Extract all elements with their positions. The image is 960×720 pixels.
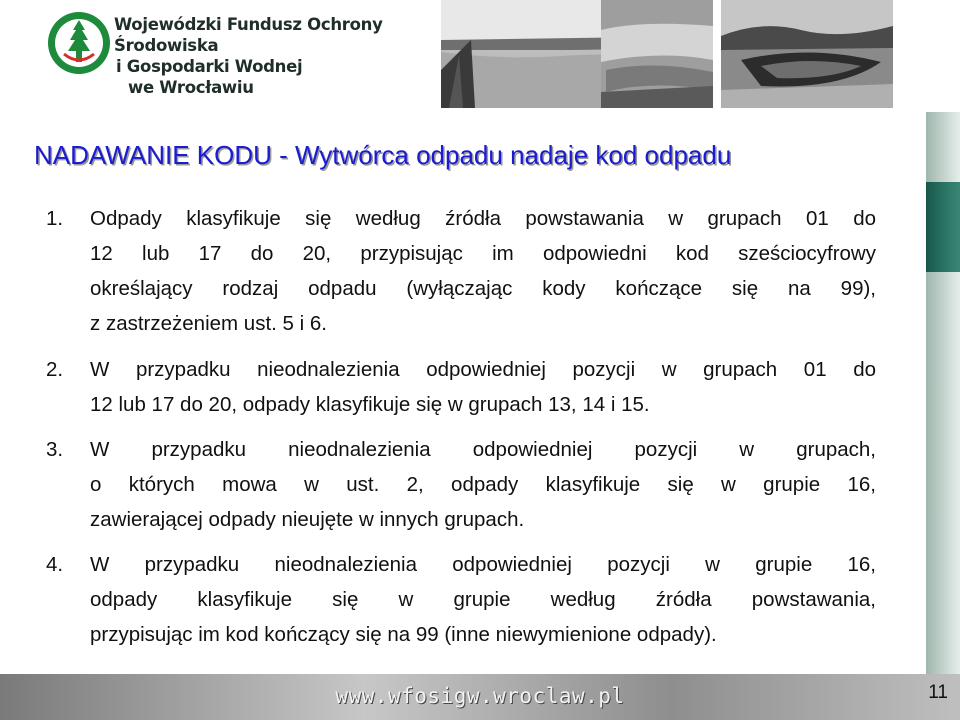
list-item-3 bbox=[46, 432, 876, 537]
list-item-4 bbox=[46, 547, 876, 652]
text-line: odpady klasyfikuje się w grupie według źródła powstawania, bbox=[90, 588, 876, 611]
text-line: W przypadku nieodnalezienia odpowiedniej pozycji w grupach, bbox=[90, 438, 876, 461]
list-item-text bbox=[90, 432, 876, 537]
side-bar-accent bbox=[926, 182, 960, 272]
text-line: W przypadku nieodnalezienia odpowiedniej pozycji w grupie 16, bbox=[90, 553, 876, 576]
list-item-1 bbox=[46, 201, 876, 341]
wfosigw-logo bbox=[46, 10, 406, 97]
page-number: 11 bbox=[928, 682, 948, 703]
lake-photo bbox=[440, 0, 713, 108]
list-item-number: 2. bbox=[46, 358, 64, 381]
text-line: określający rodzaj odpadu (wyłączając kody kończące się na 99), bbox=[90, 277, 876, 300]
list-item-text bbox=[90, 352, 876, 422]
list-item-number: 3. bbox=[46, 438, 64, 461]
list-item-2 bbox=[46, 352, 876, 422]
slide-header bbox=[0, 0, 960, 112]
text-line: przypisując im kod kończący się na 99 (inne niewymienione odpady). bbox=[90, 623, 717, 646]
forest-lake-photo bbox=[720, 0, 893, 108]
text-line: Odpady klasyfikuje się według źródła powstawania w grupach 01 do bbox=[90, 207, 876, 230]
text-line: o których mowa w ust. 2, odpady klasyfikuje się w grupie 16, bbox=[90, 473, 876, 496]
list-item-text bbox=[90, 201, 876, 341]
logo-line-2: i Gospodarki Wodnej bbox=[116, 57, 303, 76]
slide-title: NADAWANIE KODU - Wytwórca odpadu nadaje kod odpadu bbox=[34, 140, 732, 170]
logo-text bbox=[114, 14, 406, 98]
text-line: 12 lub 17 do 20, odpady klasyfikuje się w grupach 13, 14 i 15. bbox=[90, 393, 650, 416]
website-url: www.wfosigw.wroclaw.pl bbox=[335, 684, 625, 708]
tree-emblem-icon bbox=[46, 10, 112, 76]
text-line: z zastrzeżeniem ust. 5 i 6. bbox=[90, 312, 327, 335]
logo-line-3: we Wrocławiu bbox=[128, 78, 254, 97]
text-line: W przypadku nieodnalezienia odpowiedniej pozycji w grupach 01 do bbox=[90, 358, 876, 381]
list-item-number: 1. bbox=[46, 207, 64, 230]
list-item-text bbox=[90, 547, 876, 652]
list-item-number: 4. bbox=[46, 553, 64, 576]
logo-line-1: Wojewódzki Fundusz Ochrony Środowiska bbox=[114, 15, 383, 55]
text-line: 12 lub 17 do 20, przypisując im odpowiedni kod sześciocyfrowy bbox=[90, 242, 876, 265]
text-line: zawierającej odpady nieujęte w innych grupach. bbox=[90, 508, 525, 531]
